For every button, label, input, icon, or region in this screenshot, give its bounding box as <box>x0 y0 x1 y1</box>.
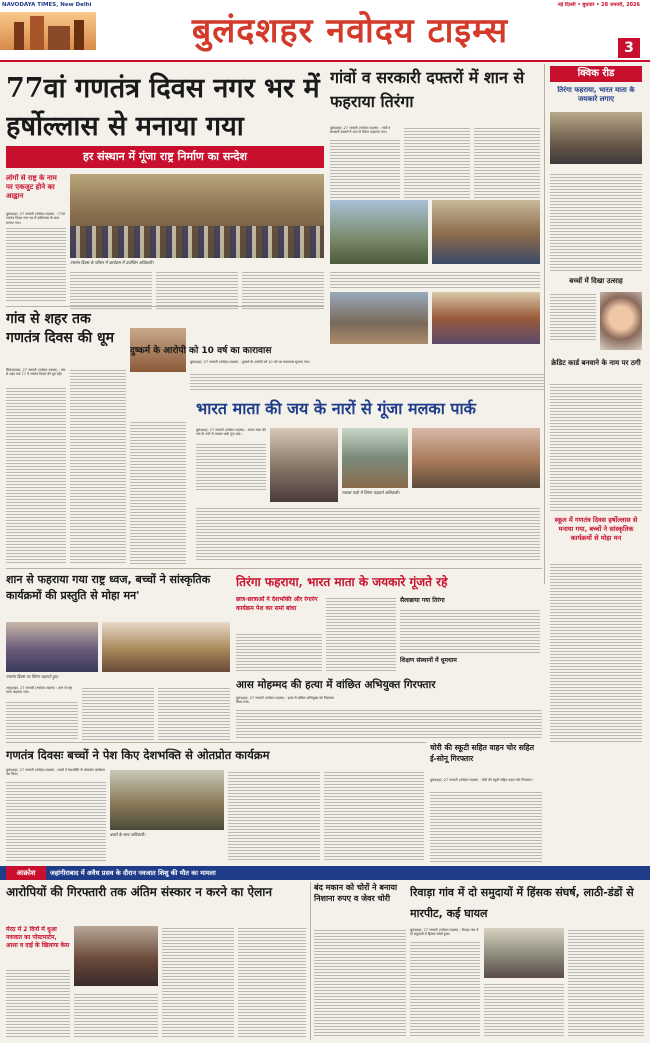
scooty-text <box>430 790 542 862</box>
program-text-1 <box>6 780 106 862</box>
rape-dateline: बुलंदशहर, 27 जनवरी (नवोदय टाइम्स) : दुष्कर्म के आरोपी को 10 वर्ष का कारावास सुनाया गया। <box>190 360 311 364</box>
lead-body-text <box>6 226 66 302</box>
school-dateline: अनूपशहर, 27 जनवरी (नवोदय टाइम्स) : शान से राष्ट्र ध्वज फहराया गया। <box>6 686 72 695</box>
lead-side-head: लोगों से राष्ट्र के नाम पर एकजुट होने का आह्वान <box>6 174 57 200</box>
clash-photo <box>484 928 564 978</box>
school-photo-2 <box>102 622 230 672</box>
lead-body-text-3 <box>156 270 238 310</box>
villages-headline: गांवों व सरकारी दफ्तरों में शान से फहराया तिरंगा <box>330 68 525 111</box>
jaikare-side1-head: छात्र-छात्राओं ने देशभक्ति और रंगारंग कार्यक्रम पेश कर समां बांधा <box>236 596 318 612</box>
school-headline: शान से फहराया गया राष्ट्र ध्वज, बच्चों ने सांस्कृतिक कार्यक्रमों की प्रस्तुति से मोहा मन' <box>6 573 211 602</box>
bottom-strip-text: जहांगीराबाद में अवैध प्रसव के दौरान नवजात शिशु की मौत का मामला <box>50 869 216 877</box>
program-text-3 <box>324 770 424 862</box>
program-photo-caption: बच्चों के साथ अधिकारी। <box>110 832 146 837</box>
masthead-skyline-image <box>0 12 96 50</box>
city-headline: गांव से शहर तक गणतंत्र दिवस की धूम <box>6 311 115 346</box>
school-photo-caption: गणतंत्र दिवस पर तिरंगा फहराते हुए। <box>6 674 59 679</box>
program-photo <box>110 770 224 830</box>
villages-text-3 <box>474 126 540 198</box>
rape-headline: दुष्कर्म के आरोपी को 10 वर्ष का कारावास <box>130 346 272 356</box>
masthead-dateline: नई दिल्ली • बुधवार • 28 जनवरी, 2026 <box>557 2 640 8</box>
accused-side-head: मेरठ में 2 दिनों में धुआ नवजात का पोस्टमार्टम, आशा व दाई के खिलाफ केस <box>6 926 70 949</box>
thieves-headline: बंद मकान को चोरों ने बनाया निशाना रुपए व जेवर चोरी <box>314 883 398 903</box>
lead-photo-caption: गणतंत्र दिवस के परिसर में कार्यक्रम में उपस्थित अधिकारी। <box>70 260 154 265</box>
city-text-1 <box>6 386 66 564</box>
program-dateline: बुलंदशहर, 27 जनवरी (नवोदय टाइम्स) : बच्चों ने देशभक्ति से ओतप्रोत कार्यक्रम पेश किए। <box>6 768 105 777</box>
lead-body-text-4 <box>242 270 324 310</box>
city-text-2 <box>70 368 126 564</box>
quick-read-text-2 <box>550 292 596 342</box>
jaikare-headline: तिरंगा फहराया, भारत माता के जयकारे गूंजते रहे <box>236 575 448 589</box>
quick-read-item3-head: क्रेडिट कार्ड बनवाने के नाम पर ठगी <box>551 359 641 367</box>
accused-text-2 <box>74 992 158 1038</box>
clash-headline: रिवाड़ा गांव में दो समुदायों में हिंसक संघर्ष, लाठी-डंडों से मारपीट, कई घायल <box>410 886 634 920</box>
masthead <box>0 0 650 62</box>
school-text-1 <box>6 700 78 740</box>
park-text-2 <box>196 506 540 560</box>
scooty-dateline: बुलंदशहर, 27 जनवरी (नवोदय टाइम्स) : चोरी की स्कूटी सहित वाहन चोर गिरफ्तार। <box>430 778 533 782</box>
quick-read-text-1 <box>550 172 642 272</box>
quick-read-item1-head: तिरंगा फहराया, भारत माता के जयकारे लगाए <box>557 86 635 103</box>
bottom-strip-tag: आक्रोश <box>6 866 46 880</box>
quick-read-item4-head: स्कूल में गणतंत्र दिवस हर्षोल्लास से मनाया गया, बच्चों ने सांस्कृतिक कार्यक्रमों से मोहा मन <box>554 516 638 542</box>
quick-read-photo-1 <box>550 112 642 164</box>
accused-text-4 <box>238 926 306 1038</box>
quick-read-photo-2 <box>600 292 642 350</box>
accused-text-1 <box>6 968 70 1038</box>
clash-text-3 <box>568 928 644 1038</box>
villages-photo-4 <box>432 292 540 344</box>
villages-photo-3 <box>330 292 428 344</box>
lead-photo <box>70 174 324 258</box>
jaikare-side3-head: शिक्षण संस्थानों में धूमधाम <box>400 657 457 664</box>
jaikare-text-3 <box>400 608 540 654</box>
jaikare-text-1 <box>236 632 322 672</box>
accused-photo <box>74 926 158 986</box>
accused-headline: आरोपियों की गिरफ्तारी तक अंतिम संस्कार न करने का ऐलान <box>6 885 273 899</box>
school-photo-1 <box>6 622 98 672</box>
park-photo-caption: मलका पार्क में तिरंगा फहराते अधिकारी। <box>342 490 400 495</box>
clash-text-1 <box>410 940 480 1038</box>
park-dateline: बुलंदशहर, 27 जनवरी (नवोदय टाइम्स) : भारत माता की जय के नारों से मलका पार्क गूंज उठा। <box>196 428 266 437</box>
clash-dateline: बुलंदशहर, 27 जनवरी (नवोदय टाइम्स) : रिवाड़ा गांव में दो समुदायों में हिंसक संघर्ष हुआ। <box>410 928 479 937</box>
murder-text <box>236 708 542 738</box>
lead-banner: हर संस्थान में गूंजा राष्ट्र निर्माण का सन्देश <box>6 146 324 168</box>
murder-dateline: बुलंदशहर, 27 जनवरी (नवोदय टाइम्स) : हत्या में वांछित अभियुक्त को गिरफ्तार किया गया। <box>236 696 335 705</box>
villages-photo-2 <box>432 200 540 264</box>
park-photo-3 <box>412 428 540 488</box>
school-text-3 <box>158 686 230 740</box>
park-text-1 <box>196 442 266 492</box>
lead-headline: 77वां गणतंत्र दिवस नगर भर में हर्षोल्लास से मनाया गया <box>6 73 320 142</box>
quick-read-text-4 <box>550 562 642 744</box>
masthead-edition: NAVODAYA TIMES, New Delhi <box>2 2 92 8</box>
quick-read-text-3 <box>550 382 642 512</box>
park-photo-1 <box>270 428 338 502</box>
program-headline: गणतंत्र दिवसः बच्चों ने पेश किए देशभक्ति से ओतप्रोत कार्यक्रम <box>6 748 270 762</box>
masthead-title: बुलंदशहर नवोदय टाइम्स <box>191 11 509 51</box>
jaikare-text-2 <box>326 596 396 672</box>
villages-dateline: बुलंदशहर, 27 जनवरी (नवोदय टाइम्स) : गांवों व सरकारी दफ्तरों में शान से तिरंगा फहराया गया। <box>330 126 391 135</box>
lead-dateline: बुलंदशहर, 27 जनवरी (नवोदय टाइम्स) : 77वां गणतंत्र दिवस नगर भर में हर्षोल्लास के साथ मनाया गया। <box>6 212 65 225</box>
villages-text-1 <box>330 138 400 198</box>
jaikare-side2-head: सैलाब्राया गया तिरंगा <box>400 597 445 604</box>
quick-read-label: क्विक रीड <box>550 66 642 82</box>
city-text-3 <box>130 420 186 564</box>
villages-text-2 <box>404 126 470 198</box>
murder-headline: आस मोहम्मद की हत्या में वांछित अभियुक्त गिरफ्तार <box>236 679 436 691</box>
thieves-text-1 <box>314 928 406 1038</box>
villages-photo-1 <box>330 200 428 264</box>
accused-text-3 <box>162 926 234 1038</box>
scooty-headline: चोरी की स्कूटी सहित वाहन चोर सहित ई-सोनू गिरफ्तार <box>430 743 535 763</box>
school-text-2 <box>82 686 154 740</box>
masthead-page-number: 3 <box>618 38 640 58</box>
quick-read-item2-head: बच्चों में दिखा उत्साह <box>569 277 623 285</box>
lead-body-text-2 <box>70 270 152 310</box>
villages-text-4 <box>330 270 540 290</box>
clash-text-2 <box>484 982 564 1038</box>
park-headline: भारत माता की जय के नारों से गूंजा मलका पार्क <box>196 399 476 418</box>
program-text-2 <box>228 770 320 862</box>
rape-text <box>190 372 544 392</box>
city-dateline: सिकंदराबाद, 27 जनवरी (नवोदय टाइम्स) : गांव से शहर तक 77 वें गणतंत्र दिवस की धूम रही। <box>6 368 66 377</box>
park-photo-2 <box>342 428 408 488</box>
